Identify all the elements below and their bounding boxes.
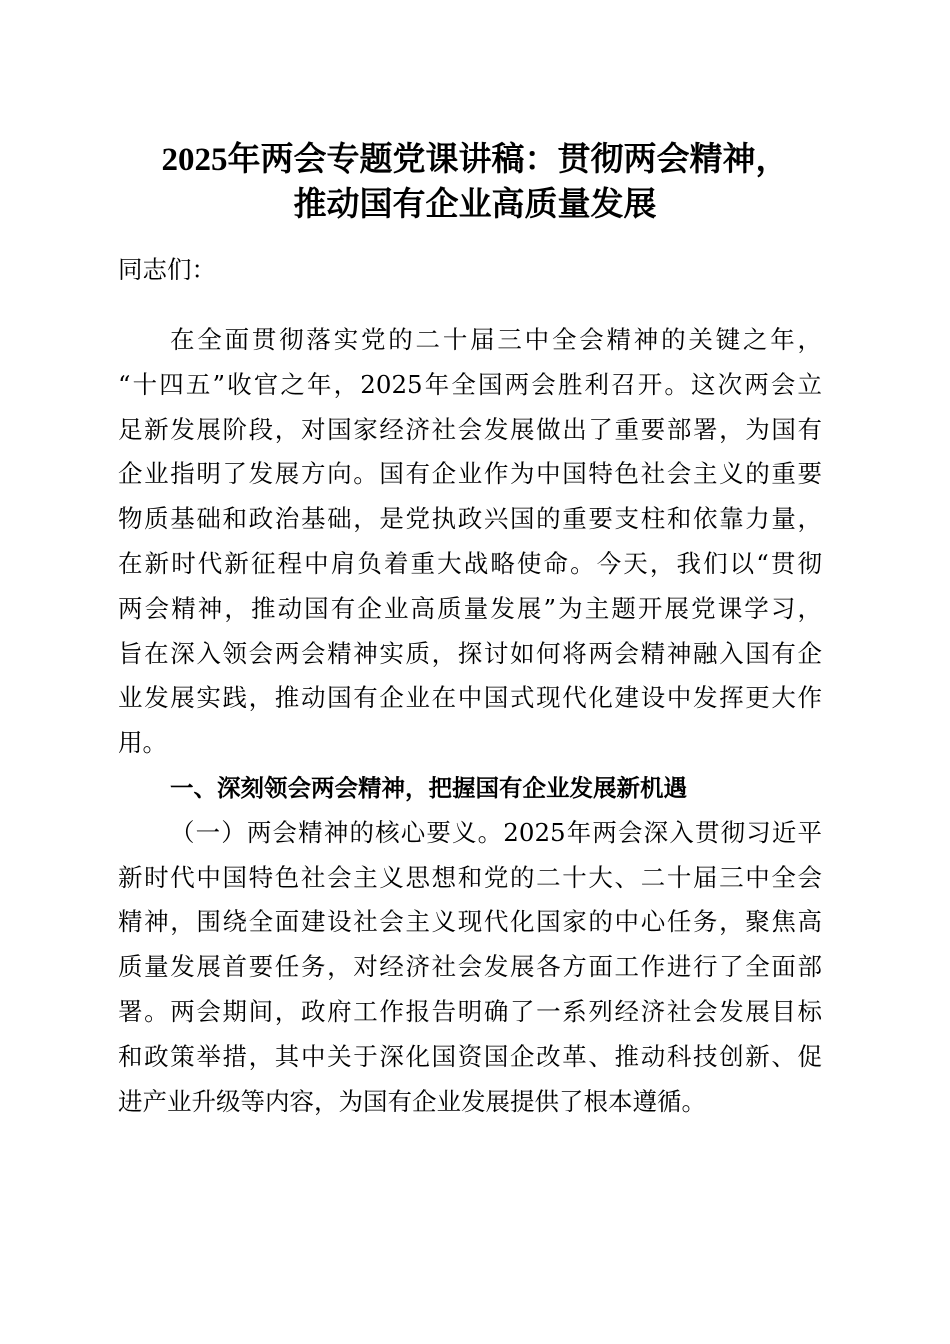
- paragraph-line: 旨在深入领会两会精神实质，探讨如何将两会精神融入国有企: [118, 638, 822, 668]
- paragraph-line: 在全面贯彻落实党的二十届三中全会精神的关键之年，: [170, 325, 822, 354]
- paragraph-line: “十四五”收官之年，2025年全国两会胜利召开。这次两会立: [118, 369, 822, 399]
- paragraph-line: 在新时代新征程中肩负着重大战略使命。今天，我们以“贯彻: [118, 549, 822, 578]
- paragraph-line: 企业指明了发展方向。国有企业作为中国特色社会主义的重要: [118, 459, 822, 489]
- section-heading: 一、深刻领会两会精神，把握国有企业发展新机遇: [170, 774, 687, 802]
- document-title-line-2: 推动国有企业高质量发展: [293, 187, 657, 223]
- paragraph-line: 质量发展首要任务，对经济社会发展各方面工作进行了全面部: [118, 952, 822, 982]
- paragraph-line: 两会精神，推动国有企业高质量发展”为主题开展党课学习，: [118, 593, 822, 623]
- paragraph-line: 用。: [118, 728, 167, 758]
- paragraph-line: 进产业升级等内容，为国有企业发展提供了根本遵循。: [118, 1086, 706, 1116]
- paragraph-line: 足新发展阶段，对国家经济社会发展做出了重要部署，为国有: [118, 414, 822, 444]
- paragraph-line: 新时代中国特色社会主义思想和党的二十大、二十届三中全会: [118, 862, 822, 892]
- paragraph-line: 物质基础和政治基础，是党执政兴国的重要支柱和依靠力量，: [118, 504, 822, 534]
- paragraph-line: 精神，围绕全面建设社会主义现代化国家的中心任务，聚焦高: [118, 907, 822, 937]
- paragraph-line: 业发展实践，推动国有企业在中国式现代化建设中发挥更大作: [118, 683, 822, 713]
- document-title-line-1: 2025年两会专题党课讲稿：贯彻两会精神，: [161, 142, 789, 178]
- paragraph-line: 署。两会期间，政府工作报告明确了一系列经济社会发展目标: [118, 997, 822, 1026]
- paragraph-line: （一）两会精神的核心要义。2025年两会深入贯彻习近平: [170, 817, 822, 847]
- paragraph-line: 和政策举措，其中关于深化国资国企改革、推动科技创新、促: [118, 1041, 822, 1071]
- salutation: 同志们：: [118, 255, 216, 284]
